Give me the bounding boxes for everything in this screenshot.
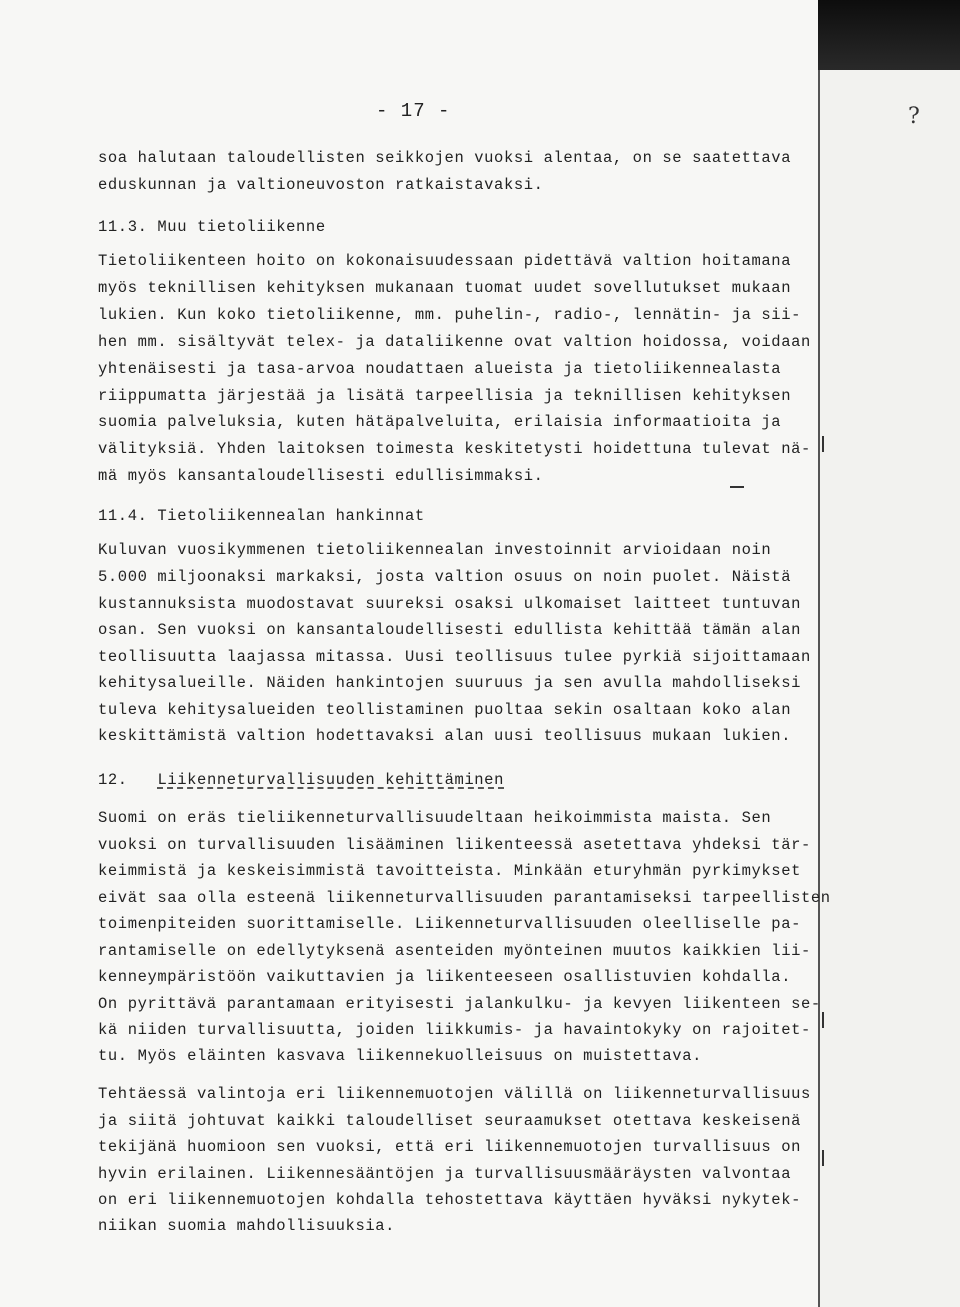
text-line: yhtenäisesti ja tasa-arvoa noudattaen alueista ja tietoliikennealasta [98,360,782,378]
section-heading: 11.4. Tietoliikennealan hankinnat [98,507,425,525]
text-line: 5.000 miljoonaksi markaksi, josta valtion osuus on noin puolet. Näistä [98,568,792,586]
text-line: kenneympäristöön vaikuttavien ja liikenteeseen osallistuvien kohdalla. [98,968,792,986]
text-line: osan. Sen vuoksi on kansantaloudellisesti edullista kehittää tämän alan [98,621,802,639]
text-line: teollisuutta laajassa mitassa. Uusi teollisuus tulee pyrkiä sijoittamaan [98,648,811,666]
text-line: tekijänä huomioon sen vuoksi, että eri liikennemuotojen turvallisuus on [98,1138,802,1156]
text-line: ja siitä johtuvat kaikki taloudelliset seuraamukset otettava keskeisenä [98,1112,802,1130]
text-line: kä niiden turvallisuutta, joiden liikkumis- ja havaintokyky on rajoitet- [98,1021,811,1039]
page-edge [818,70,820,1307]
text-line: suomia palveluksia, kuten hätäpalveluita, erilaisia informaatioita ja [98,413,782,431]
section-heading-12 [98,770,504,790]
margin-tick [822,1150,824,1166]
text-line: eduskunnan ja valtioneuvoston ratkaistavaksi. [98,176,544,194]
text-line: rantamiselle on edellytyksenä asenteiden myönteinen muutos kaikkien lii- [98,942,811,960]
text-line: tuleva kehitysalueiden teollistaminen puoltaa sekin osaltaan koko alan [98,701,792,719]
text-line: hen mm. sisältyvät telex- ja dataliikenne ovat valtion hoidossa, voidaan [98,333,811,351]
text-line: eivät saa olla esteenä liikenneturvallisuuden parantamiseksi tarpeellisten [98,889,831,907]
editor-mark [730,486,744,488]
text-line: keimmistä ja keskeisimmistä tavoitteista. Minkään eturyhmän pyrkimykset [98,862,802,880]
margin-mark: ? [908,104,920,129]
text-line: soa halutaan taloudellisten seikkojen vuoksi alentaa, on se saatettava [98,149,792,167]
text-line: on eri liikennemuotojen kohdalla tehostettava käyttäen hyväksi nykytek- [98,1191,802,1209]
text-line: mä myös kansantaloudellisesti edullisimmaksi. [98,467,544,485]
text-line: hyvin erilainen. Liikennesääntöjen ja turvallisuusmääräysten valvontaa [98,1165,792,1183]
margin-tick [822,1012,824,1028]
text-line: lukien. Kun koko tietoliikenne, mm. puhelin-, radio-, lennätin- ja sii- [98,306,802,324]
text-line: kustannuksista muodostavat suureksi osaksi ulkomaiset laitteet tuntuvan [98,595,802,613]
section-title: Liikenneturvallisuuden kehittäminen [157,771,504,789]
margin-tick [822,436,824,452]
text-line: Kuluvan vuosikymmenen tietoliikennealan investoinnit arvioidaan noin [98,541,772,559]
text-line: riippumatta järjestää ja lisätä tarpeellisia ja teknillisen kehityksen [98,387,792,405]
text-line: On pyrittävä parantamaan erityisesti jalankulku- ja kevyen liikenteen se- [98,995,821,1013]
text-line: välityksiä. Yhden laitoksen toimesta keskitetysti hoidettuna tulevat nä- [98,440,811,458]
text-line: vuoksi on turvallisuuden lisääminen liikenteessä asetettava yhdeksi tär- [98,836,811,854]
section-heading: 11.3. Muu tietoliikenne [98,218,326,236]
text-line: Suomi on eräs tieliikenneturvallisuudeltaan heikoimmista maista. Sen [98,809,772,827]
section-number: 12. [98,771,128,789]
text-line: Tietoliikenteen hoito on kokonaisuudessaan pidettävä valtion hoitamana [98,252,792,270]
next-page-strip [818,70,960,1307]
text-line: kehitysalueille. Näiden hankintojen suuruus ja sen avulla mahdolliseksi [98,674,802,692]
text-line: niikan suomia mahdollisuuksia. [98,1217,396,1235]
text-line: myös teknillisen kehityksen mukanaan tuomat uudet sovellutukset mukaan [98,279,792,297]
page-number: - 17 - [376,100,451,122]
text-line: Tehtäessä valintoja eri liikennemuotojen välillä on liikenneturvallisuus [98,1085,811,1103]
text-line: toimenpiteiden suorittamiselle. Liikenneturvallisuuden oleelliselle pa- [98,915,802,933]
text-line: keskittämistä valtion hodettavaksi alan uusi teollisuus mukaan lukien. [98,727,792,745]
text-line: tu. Myös eläinten kasvava liikennekuolleisuus on muistettava. [98,1047,702,1065]
